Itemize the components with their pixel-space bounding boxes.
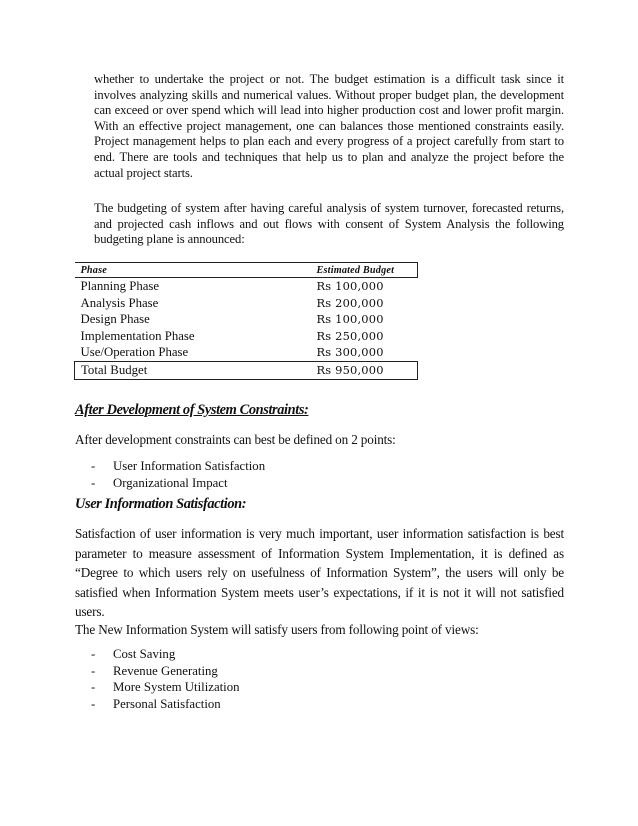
budget-cell: Rs 300,000 — [316, 345, 384, 360]
table-row — [75, 311, 418, 328]
user-info-paragraph: Satisfaction of user information is very much important, user information satisfaction is best parameter to measure assessment of Information System Implementation, it is defined as “Degree to which users rely on usefulness of Information System”, the users will only be satisfied when Information System meets user’s expectations, if it is not it will not satisfied users. — [75, 526, 564, 620]
intro-paragraph-budgeting-plan: The budgeting of system after having careful analysis of system turnover, forecasted returns, and projected cash inflows and out flows with consent of System Analysis the following budgeting plane is announced: — [94, 201, 564, 247]
list-dash: - — [91, 680, 96, 695]
list-item — [91, 458, 265, 475]
list-item-text: Cost Saving — [113, 647, 176, 661]
heading-user-information-satisfaction: User Information Satisfaction: — [75, 496, 247, 512]
phase-cell: Implementation Phase — [80, 328, 195, 343]
table-row — [75, 328, 418, 345]
header-phase: Phase — [75, 263, 315, 278]
table-row — [75, 278, 418, 295]
user-info-followup: The New Information System will satisfy users from following point of views: — [75, 622, 479, 637]
list-dash: - — [91, 696, 96, 711]
budget-cell: Rs 100,000 — [316, 279, 384, 293]
phase-cell: Design Phase — [80, 312, 150, 327]
budget-cell: Rs 200,000 — [316, 295, 384, 310]
table-row — [75, 344, 418, 361]
list-item — [91, 696, 240, 713]
heading-after-development: After Development of System Constraints: — [75, 402, 309, 418]
table-total-row — [75, 361, 418, 379]
list-item-text: Organizational Impact — [113, 475, 228, 490]
list-dash: - — [91, 475, 96, 490]
budget-table-header-row — [75, 263, 418, 278]
budget-cell: Rs 250,000 — [316, 328, 384, 343]
list-dash: - — [91, 663, 96, 678]
list-dash: - — [91, 459, 96, 473]
point-of-views-list — [91, 646, 240, 712]
after-development-intro: After development constraints can best be defined on 2 points: — [75, 432, 396, 447]
list-item — [91, 679, 240, 696]
list-item — [91, 646, 240, 663]
table-row — [75, 295, 418, 312]
list-item-text: User Information Satisfaction — [113, 459, 266, 473]
phase-cell: Planning Phase — [80, 279, 160, 293]
list-item-text: Revenue Generating — [113, 663, 218, 678]
phase-cell: Analysis Phase — [80, 295, 159, 310]
intro-paragraph-budget-estimation: whether to undertake the project or not. The budget estimation is a difficult task since it involves analyzing skills and numerical values. Without proper budget plan, the development can exceed or over spend which will lead into higher production cost and lower profit margin. With an effective project management, one can balances those mentioned constraints easily. Project management helps to plan each and every progress of a project carefully from start to end. There are tools and techniques that help us to plan and analyze the project before the actual project starts. — [94, 72, 564, 180]
budget-cell: Rs 100,000 — [316, 312, 384, 327]
budget-table — [74, 262, 418, 380]
total-label-cell: Total Budget — [75, 361, 315, 379]
list-item-text: Personal Satisfaction — [113, 696, 221, 711]
list-item — [91, 663, 240, 680]
header-estimated-budget: Estimated Budget — [315, 263, 418, 278]
phase-cell: Use/Operation Phase — [80, 345, 189, 360]
list-dash: - — [91, 647, 96, 661]
list-item — [91, 475, 265, 492]
constraint-points-list — [91, 458, 265, 491]
list-item-text: More System Utilization — [113, 680, 240, 695]
total-budget-cell: Rs 950,000 — [315, 361, 418, 379]
